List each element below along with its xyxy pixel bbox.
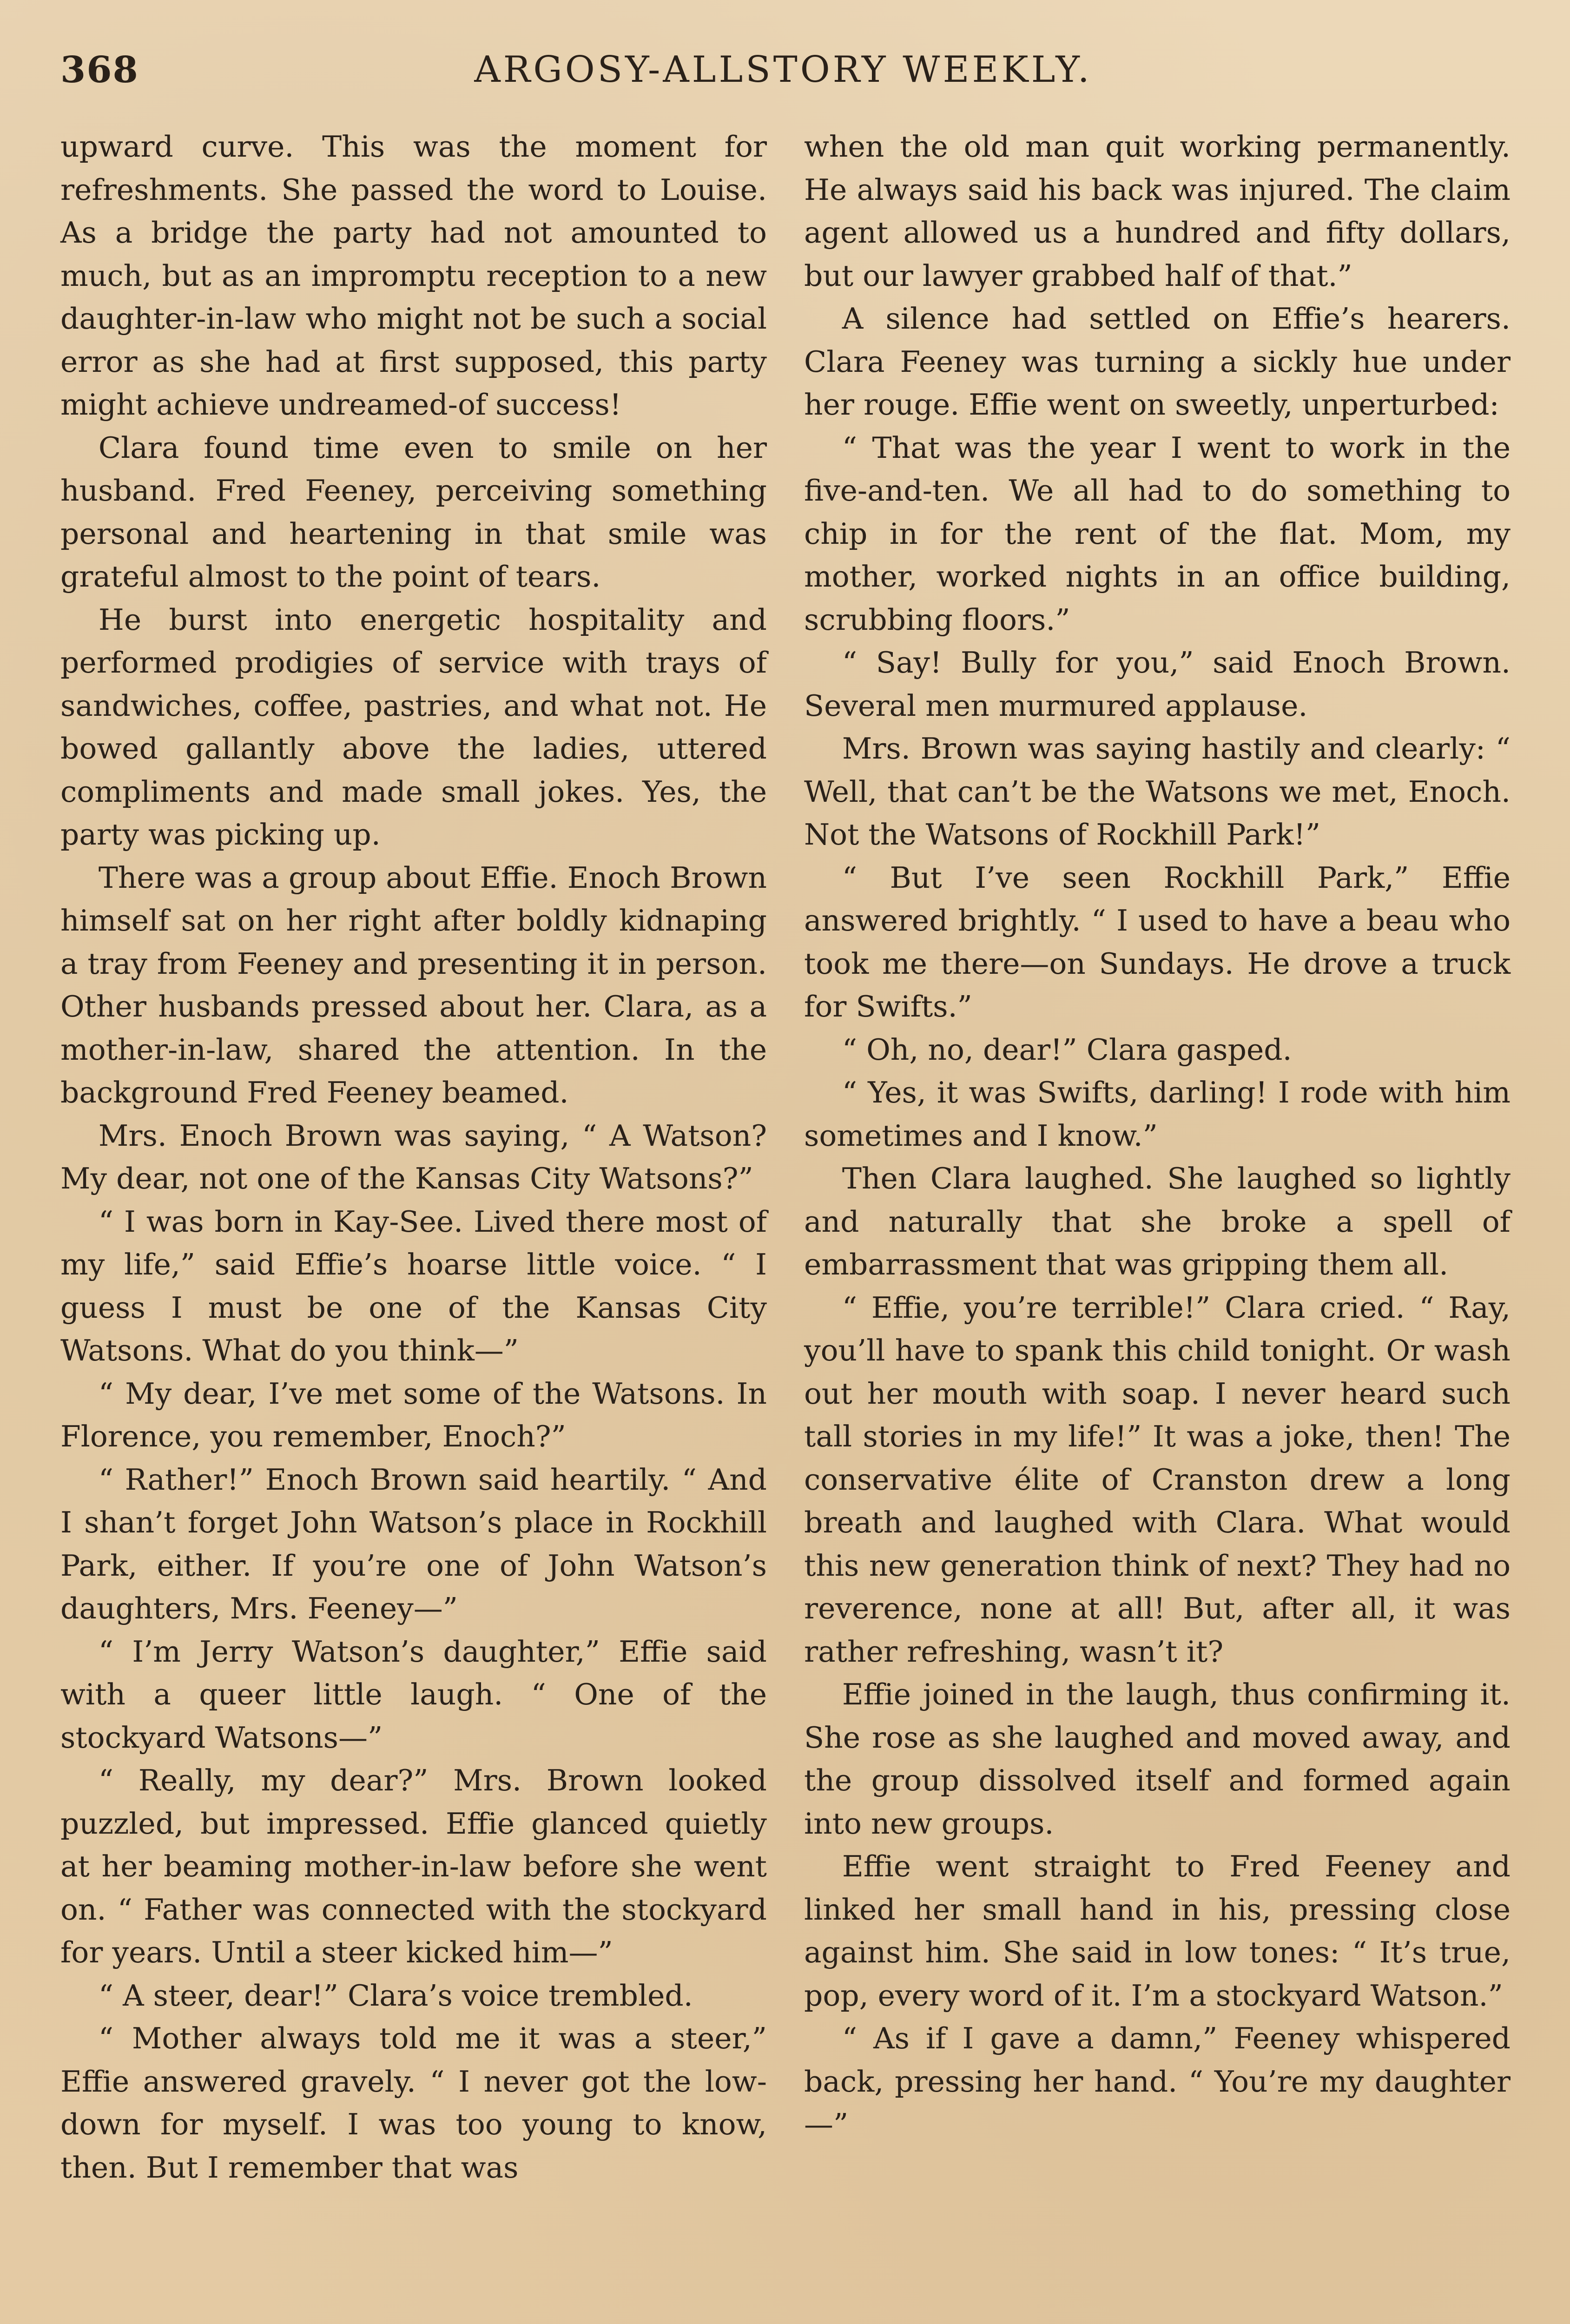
paragraph: “ Really, my dear?” Mrs. Brown looked puzzled, but impressed. Effie glanced quietly at her beaming mother-in-law before she went on. “ Father was connected with the stockyard for years. Until a steer kicked him—” <box>60 1763 767 1969</box>
paragraph: “ That was the year I went to work in the five-and-ten. We all had to do something to chip in for the rent of the flat. Mom, my mother, worked nights in an office building, scrubbing floors.” <box>804 430 1511 637</box>
paragraph: “ But I’ve seen Rockhill Park,” Effie answered brightly. “ I used to have a beau who took me there—on Sundays. He drove a truck for Swifts.” <box>804 860 1511 1023</box>
paragraph: “ I’m Jerry Watson’s daughter,” Effie said with a queer little laugh. “ One of the stockyard Watsons—” <box>60 1634 767 1755</box>
paragraph: when the old man quit working permanently. He always said his back was injured. The claim agent allowed us a hundred and fifty dollars, but our lawyer grabbed half of that.” <box>804 130 1511 293</box>
paragraph: “ I was born in Kay-See. Lived there most of my life,” said Effie’s hoarse little voice. “ I guess I must be one of the Kansas City Watsons. What do you think—” <box>60 1204 767 1367</box>
paragraph: Clara found time even to smile on her husband. Fred Feeney, perceiving something personal and heartening in that smile was grateful almost to the point of tears. <box>60 430 767 594</box>
paragraph: upward curve. This was the moment for refreshments. She passed the word to Louise. As a bridge the party had not amounted to much, but as an impromptu reception to a new daughter-in-law who might not be such a social error as she had at first supposed, this party might achieve undreamed-of success! <box>60 130 767 422</box>
paragraph: There was a group about Effie. Enoch Brown himself sat on her right after boldly kidnaping a tray from Feeney and presenting it in person. Other husbands pressed about her. Clara, as a mother-in-law, shared the attention. In the background Fred Feeney beamed. <box>60 860 767 1109</box>
page-number: 368 <box>60 49 139 91</box>
paragraph: “ Oh, no, dear!” Clara gasped. <box>842 1032 1292 1067</box>
paragraph: “ Rather!” Enoch Brown said heartily. “ And I shan’t forget John Watson’s place in Rockhill Park, either. If you’re one of John Watson’s daughters, Mrs. Feeney—” <box>60 1462 767 1625</box>
page-header <box>60 44 1506 114</box>
right-column <box>804 125 1511 2146</box>
paragraph: Effie went straight to Fred Feeney and linked her small hand in his, pressing close against him. She said in low tones: “ It’s true, pop, every word of it. I’m a stockyard Watson.” <box>804 1849 1511 2013</box>
paragraph: “ Mother always told me it was a steer,” Effie answered gravely. “ I never got the low-down for myself. I was too young to know, then. But I remember that was <box>60 2021 767 2185</box>
paragraph: “ Effie, you’re terrible!” Clara cried. “ Ray, you’ll have to spank this child tonight. Or wash out her mouth with soap. I never heard such tall stories in my life!” It was a joke, then! The conservative élite of Cranston drew a long breath and laughed with Clara. What would this new generation think of next? They had no reverence, none at all! But, after all, it was rather refreshing, wasn’t it? <box>804 1290 1511 1669</box>
paragraph: He burst into energetic hospitality and performed prodigies of service with trays of sandwiches, coffee, pastries, and what not. He bowed gallantly above the ladies, uttered compliments and made small jokes. Yes, the party was picking up. <box>60 602 767 852</box>
paragraph: “ Yes, it was Swifts, darling! I rode with him sometimes and I know.” <box>804 1076 1511 1153</box>
paragraph: “ As if I gave a damn,” Feeney whispered back, pressing her hand. “ You’re my daughter—” <box>804 2021 1511 2141</box>
running-title: ARGOSY-ALLSTORY WEEKLY. <box>474 49 1092 91</box>
paragraph: “ Say! Bully for you,” said Enoch Brown. Several men murmured applause. <box>804 646 1511 723</box>
paragraph: Mrs. Brown was saying hastily and clearly: “ Well, that can’t be the Watsons we met, Enoch. Not the Watsons of Rockhill Park!” <box>804 732 1511 852</box>
paragraph: “ A steer, dear!” Clara’s voice trembled. <box>98 1978 693 2013</box>
paragraph: A silence had settled on Effie’s hearers. Clara Feeney was turning a sickly hue under her rouge. Effie went on sweetly, unperturbed: <box>804 302 1511 422</box>
paragraph: “ My dear, I’ve met some of the Watsons. In Florence, you remember, Enoch?” <box>60 1376 767 1453</box>
paragraph: Effie joined in the laugh, thus confirming it. She rose as she laughed and moved away, and the group dissolved itself and formed again into new groups. <box>804 1677 1511 1841</box>
left-column <box>60 125 767 2189</box>
paragraph: Mrs. Enoch Brown was saying, “ A Watson? My dear, not one of the Kansas City Watsons?” <box>60 1118 767 1195</box>
paragraph: Then Clara laughed. She laughed so lightly and naturally that she broke a spell of embarrassment that was gripping them all. <box>804 1162 1511 1281</box>
